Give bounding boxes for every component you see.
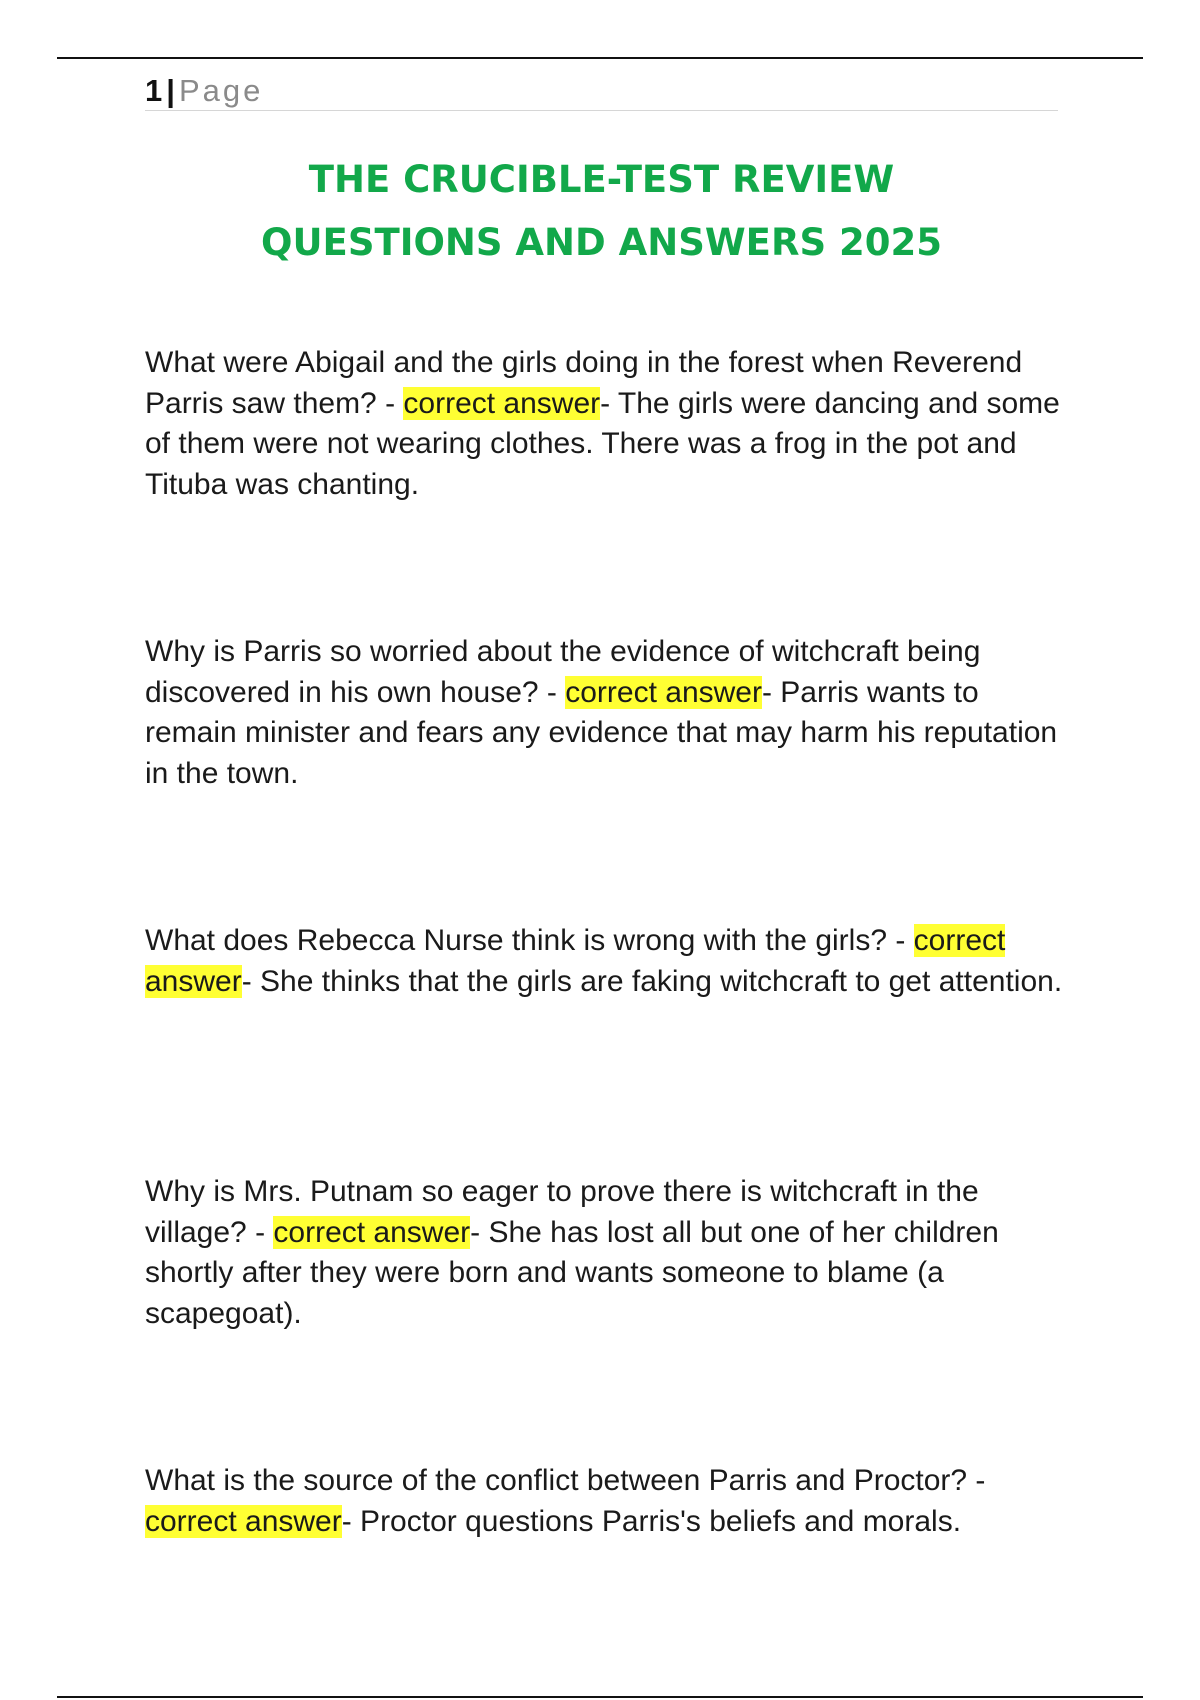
answer-label: correct answer <box>403 386 601 420</box>
bottom-rule <box>57 1696 1143 1698</box>
qa-item-1 <box>145 343 1065 505</box>
answer-label: correct answer <box>565 675 762 709</box>
answer-label: correct answer <box>145 1504 342 1538</box>
title-line-1: THE CRUCIBLE-TEST REVIEW <box>308 158 895 201</box>
answer-label: correct answer <box>145 924 1006 998</box>
qa-item-4 <box>145 1172 1065 1334</box>
top-rule <box>57 57 1143 59</box>
qa-item-5 <box>145 1461 1065 1542</box>
answer-text: - Parris wants to remain minister and fears any evidence that may harm his reputation in the town. <box>145 675 1058 790</box>
page-number: 1 <box>145 73 163 108</box>
question-text: What does Rebecca Nurse think is wrong with the girls? - <box>145 924 914 957</box>
page-header <box>145 72 1058 111</box>
question-text: What is the source of the conflict between Parris and Proctor? - <box>145 1464 986 1497</box>
page-separator: | <box>166 73 175 108</box>
qa-item-3 <box>145 921 1065 1002</box>
answer-label: correct answer <box>273 1215 471 1249</box>
page-label: Page <box>178 73 264 108</box>
title-line-2: QUESTIONS AND ANSWERS 2025 <box>261 221 942 264</box>
answer-text: - She has lost all but one of her children shortly after they were born and wants someone to blame (a scapegoat). <box>145 1215 999 1330</box>
question-text: Why is Parris so worried about the evidence of witchcraft being discovered in his own house? - <box>145 635 981 709</box>
qa-item-2 <box>145 632 1065 794</box>
answer-text: - She thinks that the girls are faking witchcraft to get attention. <box>241 964 1063 998</box>
question-text: Why is Mrs. Putnam so eager to prove there is witchcraft in the village? - <box>145 1175 979 1249</box>
question-text: What were Abigail and the girls doing in the forest when Reverend Parris saw them? - <box>145 346 1023 420</box>
answer-text: - Proctor questions Parris's beliefs and morals. <box>341 1504 962 1538</box>
answer-text: - The girls were dancing and some of them were not wearing clothes. There was a frog in the pot and Tituba was chanting. <box>145 386 1060 501</box>
document-title <box>145 148 1058 274</box>
